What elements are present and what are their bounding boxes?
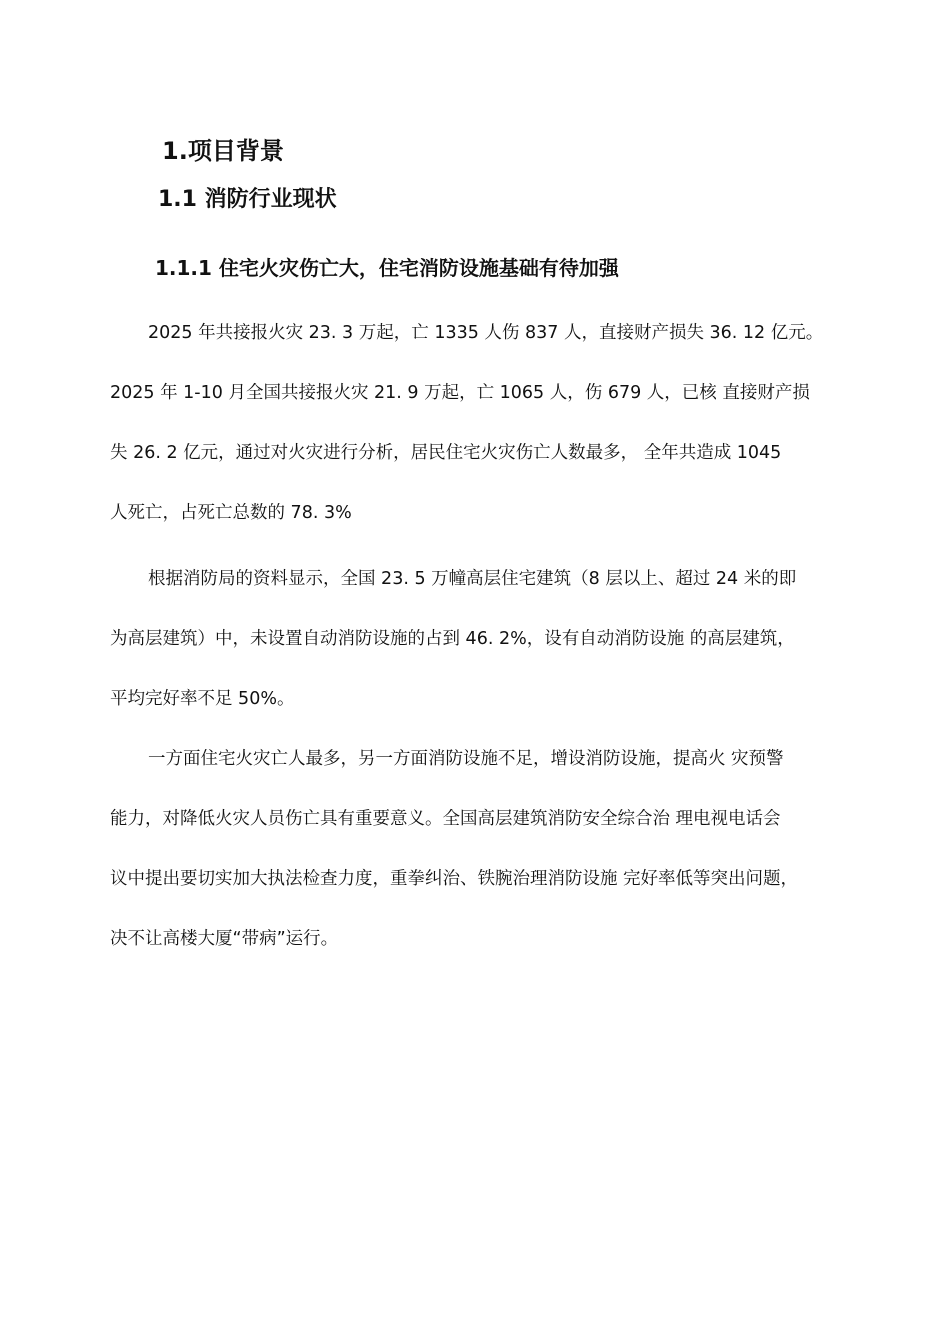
paragraph-fire-statistics xyxy=(110,317,855,557)
paragraph-line: 能力，对降低火灾人员伤亡具有重要意义。全国高层建筑消防安全综合治 理电视电话会 xyxy=(110,809,781,829)
paragraph-line: 决不让高楼大厦“带病”运行。 xyxy=(110,929,339,949)
paragraph-line: 根据消防局的资料显示，全国 23. 5 万幢高层住宅建筑（8 层以上、超过 24 米的即 xyxy=(148,569,797,589)
section-heading-1-1-1: 1.1.1 住宅火灾伤亡大，住宅消防设施基础有待加强 xyxy=(155,256,619,280)
paragraph-significance xyxy=(110,743,855,983)
paragraph-line: 人死亡，占死亡总数的 78. 3% xyxy=(110,503,352,523)
paragraph-line: 一方面住宅火灾亡人最多，另一方面消防设施不足，增设消防设施，提高火 灾预警 xyxy=(148,749,784,769)
paragraph-high-rise-facilities xyxy=(110,563,855,743)
paragraph-line: 失 26. 2 亿元，通过对火灾进行分析，居民住宅火灾伤亡人数最多， 全年共造成 1045 xyxy=(110,443,782,463)
section-heading-1: 1.项目背景 xyxy=(162,137,284,165)
paragraph-line: 2025 年共接报火灾 23. 3 万起，亡 1335 人伤 837 人，直接财产损失 36. 12 亿元。 xyxy=(148,323,824,343)
paragraph-line: 2025 年 1-10 月全国共接报火灾 21. 9 万起，亡 1065 人，伤 679 人，已核 直接财产损 xyxy=(110,383,810,403)
section-heading-1-1: 1.1 消防行业现状 xyxy=(158,187,337,212)
paragraph-line: 议中提出要切实加大执法检查力度，重拳纠治、铁腕治理消防设施 完好率低等突出问题， xyxy=(110,869,799,889)
paragraph-line: 平均完好率不足 50%。 xyxy=(110,689,295,709)
paragraph-line: 为高层建筑）中，未设置自动消防设施的占到 46. 2%，设有自动消防设施 的高层建筑， xyxy=(110,629,795,649)
